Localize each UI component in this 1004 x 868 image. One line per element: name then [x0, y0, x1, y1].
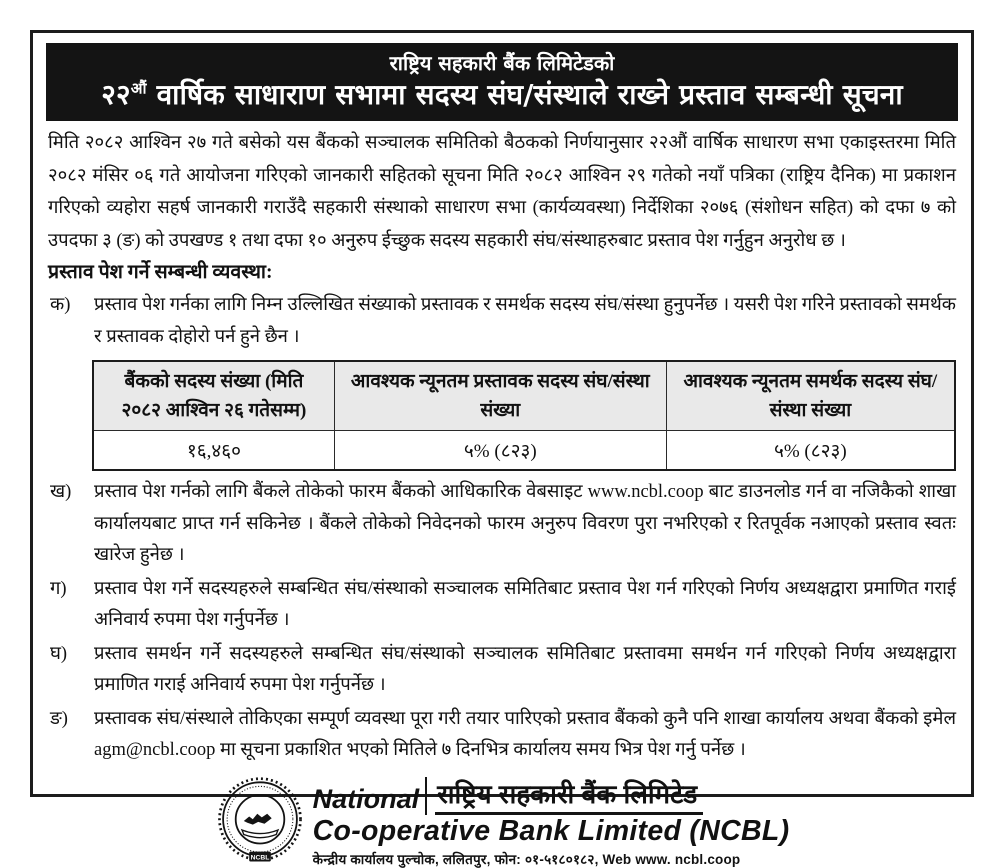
title-number: २२	[101, 78, 131, 111]
table-header-row	[93, 361, 955, 431]
logo-monogram: NCBL	[250, 855, 269, 862]
title-ordinal-sup: औं	[131, 80, 147, 98]
item-label: ग)	[50, 574, 67, 606]
list-item-ga	[48, 574, 956, 637]
item-label: ख)	[50, 477, 71, 509]
list-item-kha	[48, 477, 956, 572]
item-label: क)	[50, 290, 70, 322]
brand-english-name: Co-operative Bank Limited (NCBL)	[313, 815, 790, 848]
ncbl-logo-icon	[215, 776, 305, 866]
brand-nepali-name: राष्ट्रिय सहकारी बैंक लिमिटेड	[435, 775, 703, 815]
cell-supporter-count: ५% (८२३)	[666, 431, 955, 471]
item-text: प्रस्ताव पेश गर्ने सदस्यहरुले सम्बन्धित संघ/संस्थाको सञ्चालक समितिबाट प्रस्ताव पेश गर्न गरिएको निर्णय अध्यक्षद्वारा प्रमाणित गराई अनिवार्य रुपमा पेश गर्नुपर्नेछ ।	[94, 579, 956, 631]
footer-brand-block	[46, 775, 958, 868]
cell-proposer-count: ५% (८२३)	[334, 431, 666, 471]
intro-paragraph: मिति २०८२ आश्विन २७ गते बसेको यस बैंकको सञ्चालक समितिको बैठकको निर्णयानुसार २२औं वार्षिक साधारण सभा एकाइस्तरमा मिति २०८२ मंसिर ०६ गते आयोजना गरिएको जानकारी सहितको सूचना मिति २०८२ आश्विन २९ गतेको नयाँ पत्रिका (राष्ट्रिय दैनिक) मा प्रकाशन गरिएको व्यहोरा सहर्ष जानकारी गराउँदै सहकारी संस्थाको साधारण सभा (कार्यव्यवस्था) निर्देशिका २०७६ (संशोधन सहित) को दफा ७ को उपदफा ३ (ङ) को उपखण्ड १ तथा दफा १० अनुरुप ईच्छुक सदस्य सहकारी संघ/संस्थाहरुबाट प्रस्ताव पेश गर्नुहुन अनुरोध छ ।	[48, 127, 956, 257]
table-header-members: बैंकको सदस्य संख्या (मिति २०८२ आश्विन २६ गतेसम्म)	[93, 361, 334, 431]
title-band	[46, 43, 958, 121]
cell-member-count: १६,४६०	[93, 431, 334, 471]
proposer-requirement-table	[92, 360, 956, 471]
brand-divider	[425, 777, 427, 815]
brand-name-line	[313, 775, 790, 815]
list-item-nga	[48, 704, 956, 767]
table-header-proposers: आवश्यक न्यूनतम प्रस्तावक सदस्य संघ/संस्था संख्या	[334, 361, 666, 431]
item-text: प्रस्तावक संघ/संस्थाले तोकिएका सम्पूर्ण व्यवस्था पूरा गरी तयार पारिएको प्रस्ताव बैंकको कुनै पनि शाखा कार्यालय अथवा बैंकको इमेल agm@ncbl.coop मा सूचना प्रकाशित भएको मितिले ७ दिनभित्र कार्यालय समय भित्र पेश गर्नु पर्नेछ ।	[94, 709, 956, 761]
list-item-gha	[48, 639, 956, 702]
item-text: प्रस्ताव पेश गर्नका लागि निम्न उल्लिखित संख्याको प्रस्तावक र समर्थक सदस्य संघ/संस्था हुनुपर्नेछ । यसरी पेश गरिने प्रस्तावको समर्थक र प्रस्तावक दोहोरो पर्न हुने छैन ।	[94, 295, 956, 347]
item-label: ङ)	[50, 704, 68, 736]
notice-title	[54, 77, 950, 112]
notice-document	[30, 30, 974, 797]
table-row	[93, 431, 955, 471]
bank-name-line: राष्ट्रिय सहकारी बैंक लिमिटेडको	[54, 50, 950, 77]
section-heading: प्रस्ताव पेश गर्ने सम्बन्धी व्यवस्था:	[48, 258, 956, 288]
item-label: घ)	[50, 639, 67, 671]
item-text: प्रस्ताव पेश गर्नको लागि बैंकले तोकेको फारम बैंकको आधिकारिक वेबसाइट www.ncbl.coop बाट डाउनलोड गर्न वा नजिकैको शाखा कार्यालयबाट प्राप्त गर्न सकिनेछ । बैंकले तोकेको निवेदनको फारम अनुरुप विवरण पुरा नभरिएको र रितपूर्वक नआएको प्रस्ताव स्वतः खारेज हुनेछ ।	[94, 482, 956, 565]
brand-national: National	[313, 784, 426, 815]
table-header-supporters: आवश्यक न्यूनतम समर्थक सदस्य संघ/संस्था संख्या	[666, 361, 955, 431]
title-text: वार्षिक साधाराण सभामा सदस्य संघ/संस्थाले राख्ने प्रस्ताव सम्बन्धी सूचना	[147, 78, 903, 111]
item-text: प्रस्ताव समर्थन गर्ने सदस्यहरुले सम्बन्धित संघ/संस्थाको सञ्चालक समितिबाट प्रस्तावमा समर्थन गर्न गरिएको निर्णय अध्यक्षद्वारा प्रमाणित गराई अनिवार्य रुपमा पेश गर्नुपर्नेछ ।	[94, 644, 956, 696]
brand-address: केन्द्रीय कार्यालय पुल्चोक, ललितपुर, फोन: ०१-५१८०१८२, Web www. ncbl.coop	[313, 850, 790, 868]
list-item-ka	[48, 290, 956, 353]
